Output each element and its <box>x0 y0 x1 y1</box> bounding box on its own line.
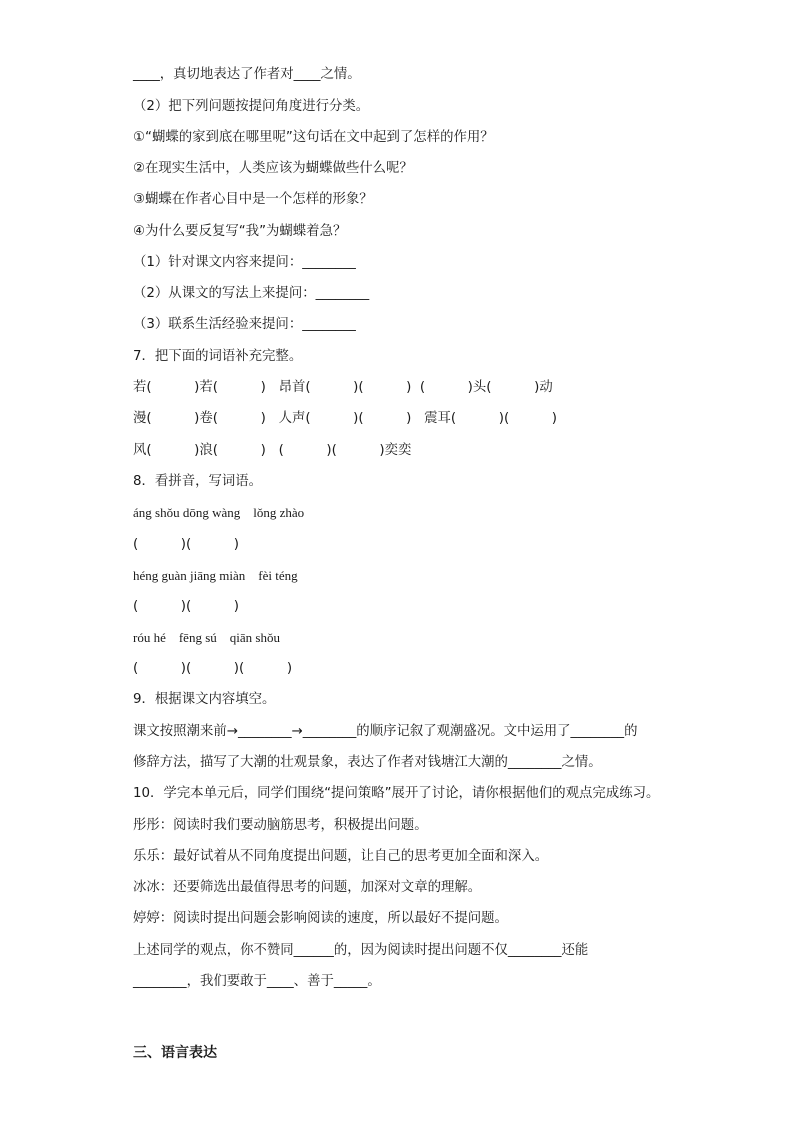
q9-title: 9．根据课文内容填空。 <box>133 692 276 707</box>
q8-pinyin-row-3: róu hé fēng sú qiān shǒu <box>133 630 280 645</box>
q9-text-line-2: 修辞方法，描写了大潮的壮观景象，表达了作者对钱塘江大潮的________之情。 <box>133 755 602 770</box>
q10-opinion-tingting: 婷婷：阅读时提出问题会影响阅读的速度，所以最好不提问题。 <box>133 911 508 926</box>
q8-pinyin-row-2: héng guàn jiāng miàn fèi téng <box>133 568 298 583</box>
q8-blanks-row-2: ( )( ) <box>133 599 240 614</box>
q6-category-writing: （2）从课文的写法上来提问：________ <box>133 286 370 301</box>
q8-pinyin-row-1: áng shǒu dōng wàng lǒng zhào <box>133 505 305 520</box>
q6-question-2: ②在现实生活中，人类应该为蝴蝶做些什么呢？ <box>133 161 413 176</box>
q6-category-content: （1）针对课文内容来提问：________ <box>133 255 356 270</box>
q6-category-life: （3）联系生活经验来提问：________ <box>133 317 356 332</box>
q7-words-row-1: 若( )若( ) 昂首( )( ) ( )头( )动 <box>133 380 553 395</box>
section-title: 三、语言表达 <box>133 1045 217 1061</box>
q10-opinion-tongtong: 彤彤：阅读时我们要动脑筋思考，积极提出问题。 <box>133 818 428 833</box>
q6-sub2-prompt: （2）把下列问题按提问角度进行分类。 <box>133 99 370 114</box>
q7-title: 7．把下面的词语补充完整。 <box>133 349 303 364</box>
q7-words-row-3: 风( )浪( ) ( )( )奕奕 <box>133 443 412 458</box>
q6-question-4: ④为什么要反复写“我”为蝴蝶着急？ <box>133 224 347 239</box>
q8-blanks-row-3: ( )( )( ) <box>133 661 293 676</box>
q10-opinion-bingbing: 冰冰：还要筛选出最值得思考的问题，加深对文章的理解。 <box>133 880 482 895</box>
q10-title: 10．学完本单元后，同学们围绕“提问策略”展开了讨论，请你根据他们的观点完成练习。 <box>133 786 660 801</box>
q6-answer-line: ____，真切地表达了作者对____之情。 <box>133 67 361 82</box>
q9-text-line-1: 课文按照潮来前→________→________的顺序记叙了观潮盛况。文中运用了________的 <box>133 724 638 739</box>
q10-answer-line-1: 上述同学的观点，你不赞同______的，因为阅读时提出问题不仅________还能 <box>133 943 589 958</box>
q10-opinion-lele: 乐乐：最好试着从不同角度提出问题，让自己的思考更加全面和深入。 <box>133 849 549 864</box>
q6-question-1: ①“蝴蝶的家到底在哪里呢”这句话在文中起到了怎样的作用？ <box>133 130 494 145</box>
q8-blanks-row-1: ( )( ) <box>133 537 240 552</box>
q8-title: 8．看拼音，写词语。 <box>133 474 263 489</box>
q7-words-row-2: 漫( )卷( ) 人声( )( ) 震耳( )( ) <box>133 411 557 426</box>
q6-question-3: ③蝴蝶在作者心目中是一个怎样的形象？ <box>133 192 373 207</box>
q10-answer-line-2: ________，我们要敢于____、善于_____。 <box>133 974 381 989</box>
